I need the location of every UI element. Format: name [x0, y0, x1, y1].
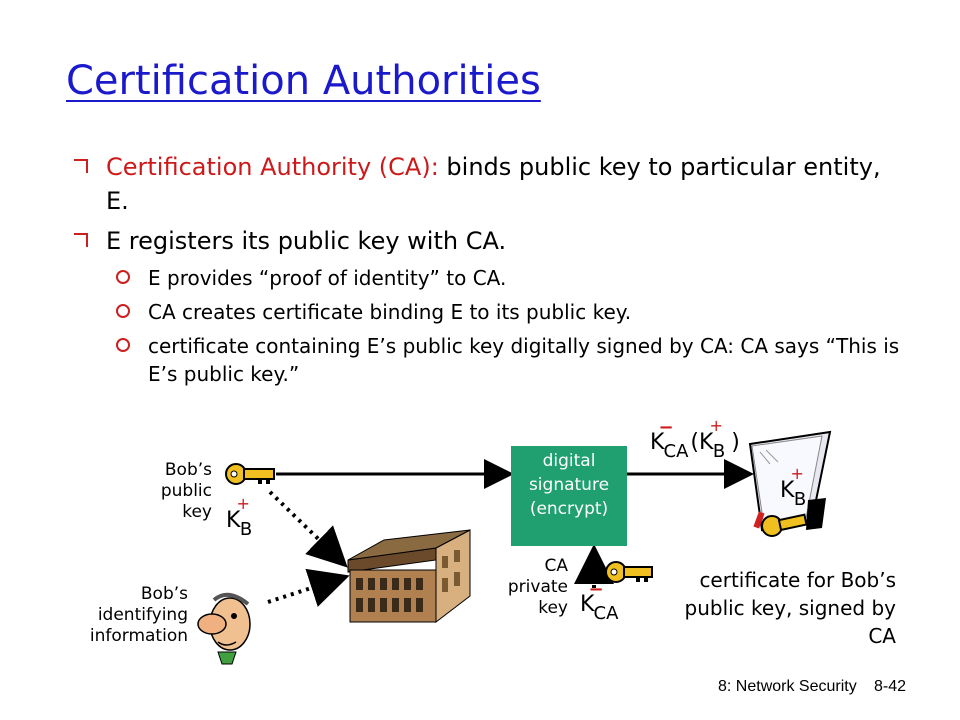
bob-public-key-symbol [226, 494, 266, 540]
key-superscript: + [236, 494, 250, 513]
paren: ) [731, 430, 740, 455]
ca-building-icon [348, 530, 470, 622]
key-letter: K [699, 430, 714, 455]
key-subscript: B [712, 441, 726, 462]
key-letter: K [226, 508, 241, 533]
key-subscript: B [239, 519, 253, 540]
key-letter: K [650, 430, 665, 455]
sub-bullet-text: CA creates certificate binding E to its public key. [148, 300, 632, 324]
key-superscript: + [709, 416, 723, 435]
key-superscript: − [588, 579, 604, 600]
dotted-arrow-key-to-ca [270, 492, 342, 562]
sub-bullet-text: E provides “proof of identity” to CA. [148, 266, 507, 290]
ds-line-2: signature [528, 475, 610, 495]
ca-term: Certification Authority (CA): [106, 153, 439, 181]
digital-signature-box [511, 446, 627, 546]
key-superscript: + [790, 464, 804, 483]
slide-title: Certification Authorities [66, 58, 541, 104]
key-letter: K [580, 592, 595, 617]
key-superscript: − [658, 417, 674, 438]
ca-private-key-symbol [580, 579, 634, 624]
key-subscript: CA [593, 603, 619, 624]
ds-line-3: (encrypt) [529, 499, 609, 519]
footer-course: 8: Network Security [718, 678, 857, 695]
bob-identifying-info-label: Bob’s identifying information [89, 584, 188, 646]
ca-private-key-icon [606, 562, 652, 582]
ca-definition-text: binds public key to particular entity, E. [106, 153, 881, 215]
key-subscript: B [793, 489, 807, 510]
bob-public-key-label: Bob’s public key [160, 460, 212, 522]
bob-face-icon [198, 595, 250, 664]
key-subscript: CA [663, 441, 689, 462]
footer-page-number: 8-42 [874, 678, 907, 695]
ds-line-1: digital [542, 451, 596, 471]
paren: ( [690, 430, 700, 455]
dotted-arrow-id-to-ca [268, 578, 342, 602]
sub-bullet-text: certificate containing E’s public key digitally signed by CA: CA says “This is E’s public key.” [148, 334, 900, 386]
ca-private-key-label: CA private key [507, 556, 568, 618]
e-registers-text: E registers its public key with CA. [106, 227, 507, 255]
bob-key-icon [226, 464, 274, 484]
certificate-caption: certificate for Bob’s public key, signed by CA [684, 568, 896, 648]
key-letter: K [780, 478, 795, 503]
certificate-key-symbol [780, 464, 820, 510]
signed-key-formula [650, 416, 762, 462]
